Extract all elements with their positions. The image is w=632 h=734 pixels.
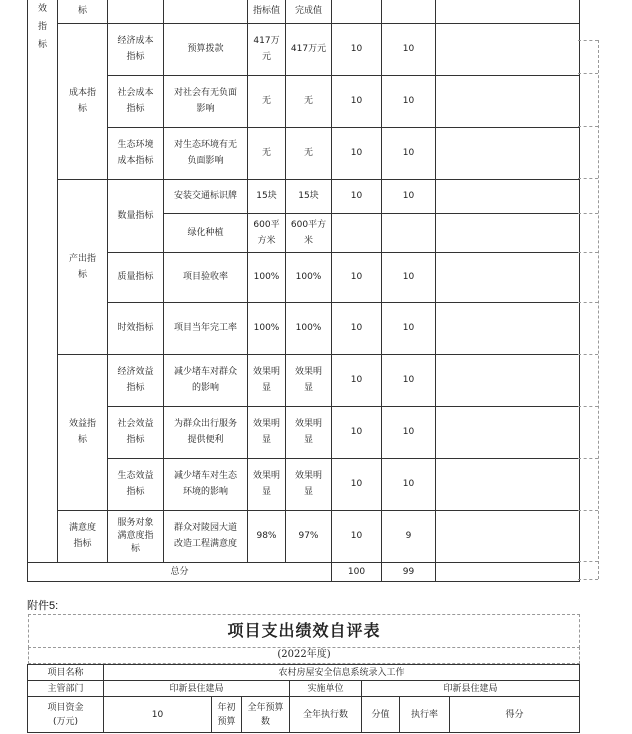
indicator-item: 项目验收率 xyxy=(164,252,248,302)
target-value: 100% xyxy=(248,252,286,302)
actual-value: 效果明 显 xyxy=(286,406,332,458)
dept-value: 印新县住建局 xyxy=(104,681,290,697)
group-satisfaction: 满意度 指标 xyxy=(58,510,108,562)
sub-indicator: 数量指标 xyxy=(108,179,164,252)
score-full: 10 xyxy=(332,23,382,75)
target-value: 15块 xyxy=(248,179,286,213)
indicator-item: 减少堵车对生态 环境的影响 xyxy=(164,458,248,510)
actual-value: 417万元 xyxy=(286,23,332,75)
sub-indicator: 社会效益 指标 xyxy=(108,406,164,458)
score-full: 10 xyxy=(332,127,382,179)
form-year: (2022年度) xyxy=(28,647,580,664)
score: 10 xyxy=(382,302,436,354)
group-benefit: 效益指 标 xyxy=(58,354,108,510)
score: 10 xyxy=(382,179,436,213)
sub-indicator: 服务对象 满意度指 标 xyxy=(108,510,164,562)
target-value: 600平 方米 xyxy=(248,213,286,252)
sub-indicator: 经济效益 指标 xyxy=(108,354,164,406)
col-full-budget: 全年预算 数 xyxy=(242,697,290,733)
target-value: 无 xyxy=(248,127,286,179)
actual-value: 效果明 显 xyxy=(286,354,332,406)
indicator-item: 预算拨款 xyxy=(164,23,248,75)
indicator-table xyxy=(27,0,580,582)
col-exec-rate: 执行率 xyxy=(400,697,450,733)
score: 10 xyxy=(382,252,436,302)
header-target: 指标值 xyxy=(248,0,286,23)
actual-value: 97% xyxy=(286,510,332,562)
actual-value: 15块 xyxy=(286,179,332,213)
project-name-label: 项目名称 xyxy=(28,665,104,681)
sub-indicator: 社会成本 指标 xyxy=(108,75,164,127)
funds-label: 项目资金 (万元) xyxy=(28,697,104,733)
actual-value: 无 xyxy=(286,127,332,179)
sub-indicator: 时效指标 xyxy=(108,302,164,354)
dashed-guide xyxy=(598,40,599,579)
form-title: 项目支出绩效自评表 xyxy=(28,614,580,648)
self-evaluation-form xyxy=(27,664,580,733)
target-value: 效果明 显 xyxy=(248,458,286,510)
group-output: 产出指 标 xyxy=(58,179,108,354)
score-full: 10 xyxy=(332,252,382,302)
score-full: 10 xyxy=(332,302,382,354)
col-full-exec: 全年执行数 xyxy=(290,697,362,733)
sub-indicator: 生态效益 指标 xyxy=(108,458,164,510)
target-value: 98% xyxy=(248,510,286,562)
indicator-item: 对社会有无负面 影响 xyxy=(164,75,248,127)
score-full: 10 xyxy=(332,458,382,510)
actual-value: 100% xyxy=(286,252,332,302)
sub-indicator: 质量指标 xyxy=(108,252,164,302)
actual-value: 效果明 显 xyxy=(286,458,332,510)
indicator-item: 群众对陵园大道 改造工程满意度 xyxy=(164,510,248,562)
sub-indicator: 生态环境 成本指标 xyxy=(108,127,164,179)
score: 9 xyxy=(382,510,436,562)
impl-value: 印新县住建局 xyxy=(362,681,580,697)
target-value: 效果明 显 xyxy=(248,354,286,406)
level1-indicator-cell: 效 指 标 xyxy=(28,0,58,562)
project-name-value: 农村房屋安全信息系统录入工作 xyxy=(104,665,580,681)
total-score: 99 xyxy=(382,562,436,581)
score: 10 xyxy=(382,127,436,179)
indicator-item: 绿化种植 xyxy=(164,213,248,252)
attachment-label: 附件5: xyxy=(27,600,59,612)
impl-label: 实施单位 xyxy=(290,681,362,697)
score: 10 xyxy=(382,354,436,406)
target-value: 100% xyxy=(248,302,286,354)
score-full: 10 xyxy=(332,75,382,127)
score-full: 10 xyxy=(332,510,382,562)
indicator-item: 减少堵车对群众 的影响 xyxy=(164,354,248,406)
actual-value: 无 xyxy=(286,75,332,127)
indicator-item: 安装交通标识牌 xyxy=(164,179,248,213)
funds-value: 10 xyxy=(104,697,212,733)
score: 10 xyxy=(382,75,436,127)
col-score: 得分 xyxy=(450,697,580,733)
total-label: 总分 xyxy=(28,562,332,581)
dept-label: 主管部门 xyxy=(28,681,104,697)
target-value: 无 xyxy=(248,75,286,127)
target-value: 417万 元 xyxy=(248,23,286,75)
indicator-item: 为群众出行服务 提供便利 xyxy=(164,406,248,458)
score-full: 10 xyxy=(332,354,382,406)
score-full: 10 xyxy=(332,179,382,213)
score: 10 xyxy=(382,458,436,510)
sub-indicator: 经济成本 指标 xyxy=(108,23,164,75)
total-score-full: 100 xyxy=(332,562,382,581)
score: 10 xyxy=(382,23,436,75)
target-value: 效果明 显 xyxy=(248,406,286,458)
score: 10 xyxy=(382,406,436,458)
indicator-item: 项目当年完工率 xyxy=(164,302,248,354)
header-col2: 标 xyxy=(58,0,108,23)
actual-value: 100% xyxy=(286,302,332,354)
col-year-start: 年初 预算 xyxy=(212,697,242,733)
score-full: 10 xyxy=(332,406,382,458)
header-actual: 完成值 xyxy=(286,0,332,23)
actual-value: 600平方 米 xyxy=(286,213,332,252)
indicator-item: 对生态环境有无 负面影响 xyxy=(164,127,248,179)
col-score-value: 分值 xyxy=(362,697,400,733)
group-cost: 成本指 标 xyxy=(58,23,108,179)
